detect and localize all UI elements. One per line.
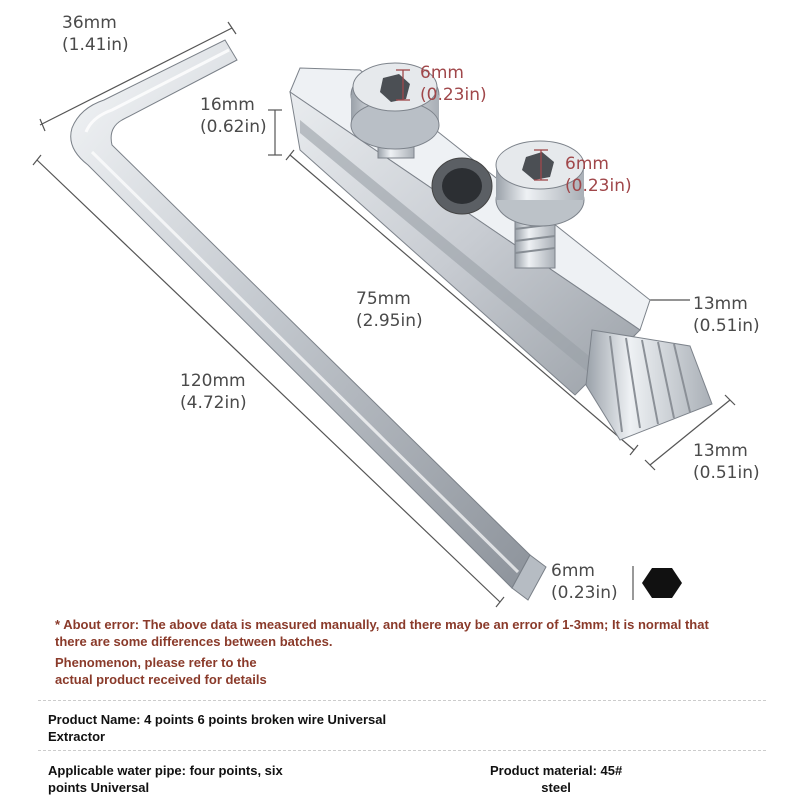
hexagon-icon <box>642 568 682 598</box>
bolt1-size-label: 6mm (0.23in) <box>420 63 487 105</box>
extractor-length-label: 75mm (2.95in) <box>356 289 423 331</box>
applicable-water-pipe: Applicable water pipe: four points, six points Universal <box>48 763 283 795</box>
extractor-height-label: 16mm (0.62in) <box>200 95 267 137</box>
tip-length-label: 13mm (0.51in) <box>693 294 760 336</box>
product-name: Product Name: 4 points 6 points broken wire Universal Extractor <box>48 712 387 744</box>
wrench-width-label: 36mm (1.41in) <box>62 13 129 55</box>
hex-size-label: 6mm (0.23in) <box>551 561 618 603</box>
phenomenon-note: Phenomenon, please refer to the actual product received for details <box>55 655 267 687</box>
tip-width-label: 13mm (0.51in) <box>693 441 760 483</box>
divider <box>38 700 766 701</box>
error-note: * About error: The above data is measured manually, and there may be an error of 1-3mm; It is normal that there are some differences between batches. <box>55 617 709 649</box>
product-material: Product material: 45# steel <box>490 763 623 795</box>
wrench-length-label: 120mm (4.72in) <box>180 371 247 413</box>
bolt2-size-label: 6mm (0.23in) <box>565 154 632 196</box>
divider <box>38 750 766 751</box>
